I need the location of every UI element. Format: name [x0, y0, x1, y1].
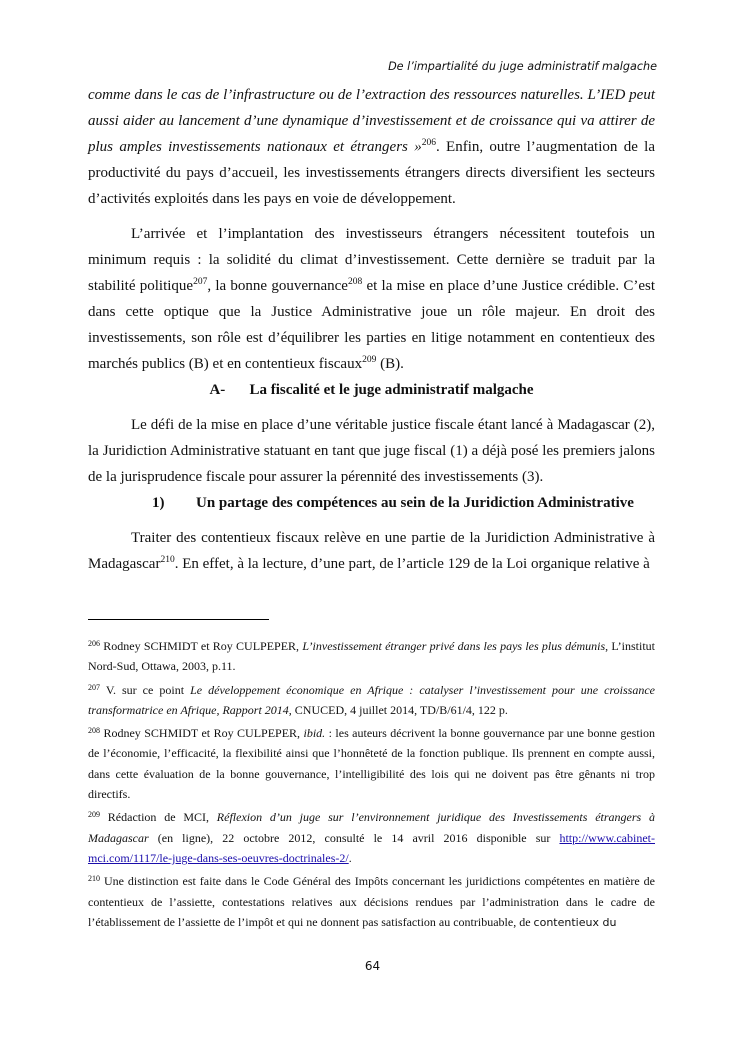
page-number: 64 [364, 959, 381, 973]
subsection-heading-1: 1) Un partage des compétences au sein de la Juridiction Administrative [152, 495, 634, 511]
footnote-206: $^{206}$ Rodney SCHMIDT et Roy CULPEPER, L’investissement étranger privé dans les pays les plus démunis, L’institut Nord-Sud, Ottawa, 2003, p.11. [88, 639, 655, 674]
mci-link[interactable]: http://www.cabinet-mci.com/1117/le-juge-dans-ses-oeuvres-doctrinales-2/ [88, 830, 655, 865]
footnote-209: $^{209}$ Rédaction de MCI, Réflexion d’un juge sur l’environnement juridique des Investissements étrangers à Madagascar (en ligne), 22 octobre 2012, consulté le 14 avril 2016 disponible sur http://www.cabinet-mci.com/1117/le-juge-dans-ses-oeuvres-doctrinales-2/. [88, 810, 655, 865]
section-heading-a: A- La fiscalité et le juge administratif malgache [209, 382, 534, 398]
quote-text: comme dans le cas de l’infrastructure ou de l’extraction des ressources naturelles. L’IED peut aussi aider au lancement d’une dynamique d’investissement et de croissance qui va attirer de plus amples investissements nationaux et étrangers » [88, 87, 655, 155]
footnote-208: $^{208}$ Rodney SCHMIDT et Roy CULPEPER, ibid. : les auteurs décrivent la bonne gouvernance par une bonne gestion de l’économie, l’efficacité, la flexibilité ainsi que l’honnêteté de la fonction publique. Ils prennent en compte aussi, dans cette évaluation de la bonne gouvernance, l’intelligibilité des lois qui ne doivent pas être gênants ni trop directifs. [88, 726, 656, 802]
paragraph-2: L’arrivée et l’implantation des investisseurs étrangers nécessitent toutefois un minimum requis : la solidité du climat d’investissement. Cette dernière se traduit par la stabilité politique$^{207}$, la bonne gouvernance$^{208}$ et la mise en place d’une Justice crédible. C’est dans cette optique que la Justice Administrative joue un rôle majeur. En droit des investissements, son rôle est d’équilibrer les parties en litige notamment en contentieux des marchés publics (B) et en contentieux fiscaux$^{209}$ (B). [88, 226, 655, 372]
body-text [88, 82, 655, 577]
footnote-207: $^{207}$ V. sur ce point Le développement économique en Afrique : catalyser l’investissement pour une croissance transformatrice en Afrique, Rapport 2014, CNUCED, 4 juillet 2014, TD/B/61/4, 122 p. [88, 682, 655, 717]
footnote-ref-210[interactable]: 210 [160, 555, 175, 565]
footnote-210: $^{210}$ Une distinction est faite dans le Code Général des Impôts concernant les juridictions compétentes en matière de contentieux de l’assiette, contestations relatives aux décisions rendues par l’administration dans le cadre de l’établissement de l’assiette de l’impôt et qui ne donnent pas satisfaction au contribuable, de contentieux du [88, 874, 655, 929]
footnote-separator [88, 619, 269, 620]
footnote-ref-207[interactable]: 207 [193, 277, 208, 287]
footnotes [88, 636, 655, 936]
footnote-ref-209[interactable]: 209 [362, 355, 377, 365]
paragraph-1: comme dans le cas de l’infrastructure ou de l’extraction des ressources naturelles. L’IED peut aussi aider au lancement d’une dynamique d’investissement et de croissance qui va attirer de plus amples investissements nationaux et étrangers »$^{206}$. Enfin, outre l’augmentation de la productivité du pays d’accueil, les investissements étrangers directs diversifient les secteurs d’activités exploités dans les pays en voie de développement. [88, 87, 656, 207]
paragraph-4: Traiter des contentieux fiscaux relève en une partie de la Juridiction Administrative à Madagascar$^{210}$. En effet, à la lecture, d’une part, de l’article 129 de la Loi organique relative à [88, 530, 655, 572]
running-header: De l’impartialité du juge administratif malgache [388, 60, 657, 73]
paragraph-3: Le défi de la mise en place d’une véritable justice fiscale étant lancé à Madagascar (2), la Juridiction Administrative statuant en tant que juge fiscal (1) a déjà posé les premiers jalons de la jurisprudence fiscale pour assurer la pérennité des investissements (3). [88, 417, 655, 485]
footnote-ref-208[interactable]: 208 [347, 277, 363, 287]
footnote-ref-206[interactable]: 206 [421, 138, 436, 148]
